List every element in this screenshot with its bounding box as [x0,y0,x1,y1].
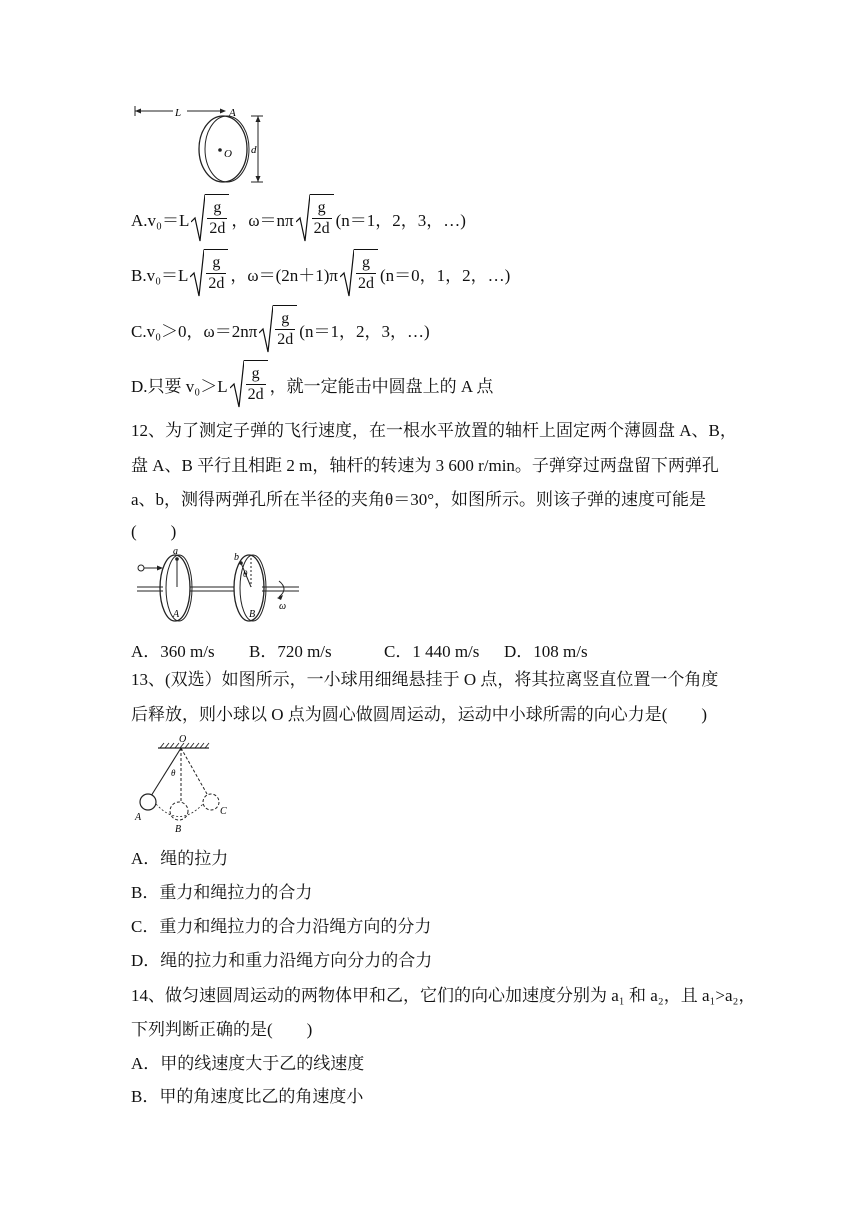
q13-stem-line-2: 后释放，则小球以 O 点为圆心做圆周运动，运动中小球所需的向心力是( ) [131,705,708,724]
q14-stem-line-1: 14、做匀速圆周运动的两物体甲和乙，它们的向心加速度分别为 a₁ 和 a₂，且 a₁>a₂， [131,986,756,1005]
q12-label-B: B [249,609,256,620]
q12-label-b: b [234,552,239,563]
q12-option-b: B．720 m/s [249,642,332,661]
q12-stem-line-4: ( ) [131,522,177,541]
q13-label-A: A [135,812,142,823]
q12-label-theta: θ [243,569,248,579]
sqrt-expression: $\frac{g}{2d}$ [296,194,334,242]
q13-label-theta: θ [171,768,176,778]
sqrt-expression: $\frac{g}{2d}$ [340,249,378,297]
q12-rotating-disks-figure [131,545,306,625]
sqrt-expression: $\frac{g}{2d}$ [190,249,228,297]
q12-label-omega: ω [279,601,287,612]
q13-label-O: O [179,734,187,745]
q11-option-b: B.v₀＝L $\frac{g}{2d}$ ，ω＝(2n＋1)π $\frac{g}{2d}$ (n＝0，1，2，…) [131,249,510,297]
sqrt-expression: $\frac{g}{2d}$ [191,194,229,242]
q13-option-a: A．绳的拉力 [131,849,229,868]
q11-option-c: C.v₀＞0，ω＝2nπ $\frac{g}{2d}$ (n＝1，2，3，…) [131,305,430,353]
sqrt-expression: $\frac{g}{2d}$ [230,360,268,408]
q14-option-b: B．甲的角速度比乙的角速度小 [131,1087,364,1106]
q11-label-d: d [251,144,257,156]
q12-options [131,637,588,662]
q11-option-d: D.只要 v₀＞L $\frac{g}{2d}$ ，就一定能击中圆盘上的 A 点 [131,360,493,408]
q12-option-c: C．1 440 m/s [384,642,480,661]
q14-stem-line-2: 下列判断正确的是( ) [131,1020,313,1039]
q12-option-a: A．360 m/s [131,642,215,661]
q13-label-C: C [220,806,227,817]
q11-label-L: L [175,107,182,119]
q12-stem-line-2: 盘 A、B 平行且相距 2 m，轴杆的转速为 3 600 r/min。子弹穿过两盘留下两弹孔 [131,456,719,475]
q11-label-O: O [224,148,232,160]
q11-disk-figure [131,102,271,188]
q13-option-c: C．重力和绳拉力的合力沿绳方向的分力 [131,917,432,936]
q13-stem-line-1: 13、(双选）如图所示，一小球用细绳悬挂于 O 点，将其拉离竖直位置一个角度 [131,670,719,689]
q12-stem-line-3: a、b，测得两弹孔所在半径的夹角θ＝30°，如图所示。则该子弹的速度可能是 [131,490,706,509]
q12-option-d: D．108 m/s [504,642,588,661]
q11-option-a: A.v₀＝L $\frac{g}{2d}$ ，ω＝nπ $\frac{g}{2d}$ (n＝1，2，3，…) [131,194,466,242]
q13-label-B: B [175,824,182,835]
q11-label-A: A [229,107,236,119]
q12-label-A: A [173,609,180,620]
q13-pendulum-figure [131,734,241,836]
sqrt-expression: $\frac{g}{2d}$ [259,305,297,353]
q14-option-a: A．甲的线速度大于乙的线速度 [131,1054,365,1073]
q12-stem-line-1: 12、为了测定子弹的飞行速度，在一根水平放置的轴杆上固定两个薄圆盘 A、B， [131,421,737,440]
q12-label-a: a [173,546,178,557]
q13-option-b: B．重力和绳拉力的合力 [131,883,313,902]
q13-option-d: D．绳的拉力和重力沿绳方向分力的合力 [131,951,433,970]
